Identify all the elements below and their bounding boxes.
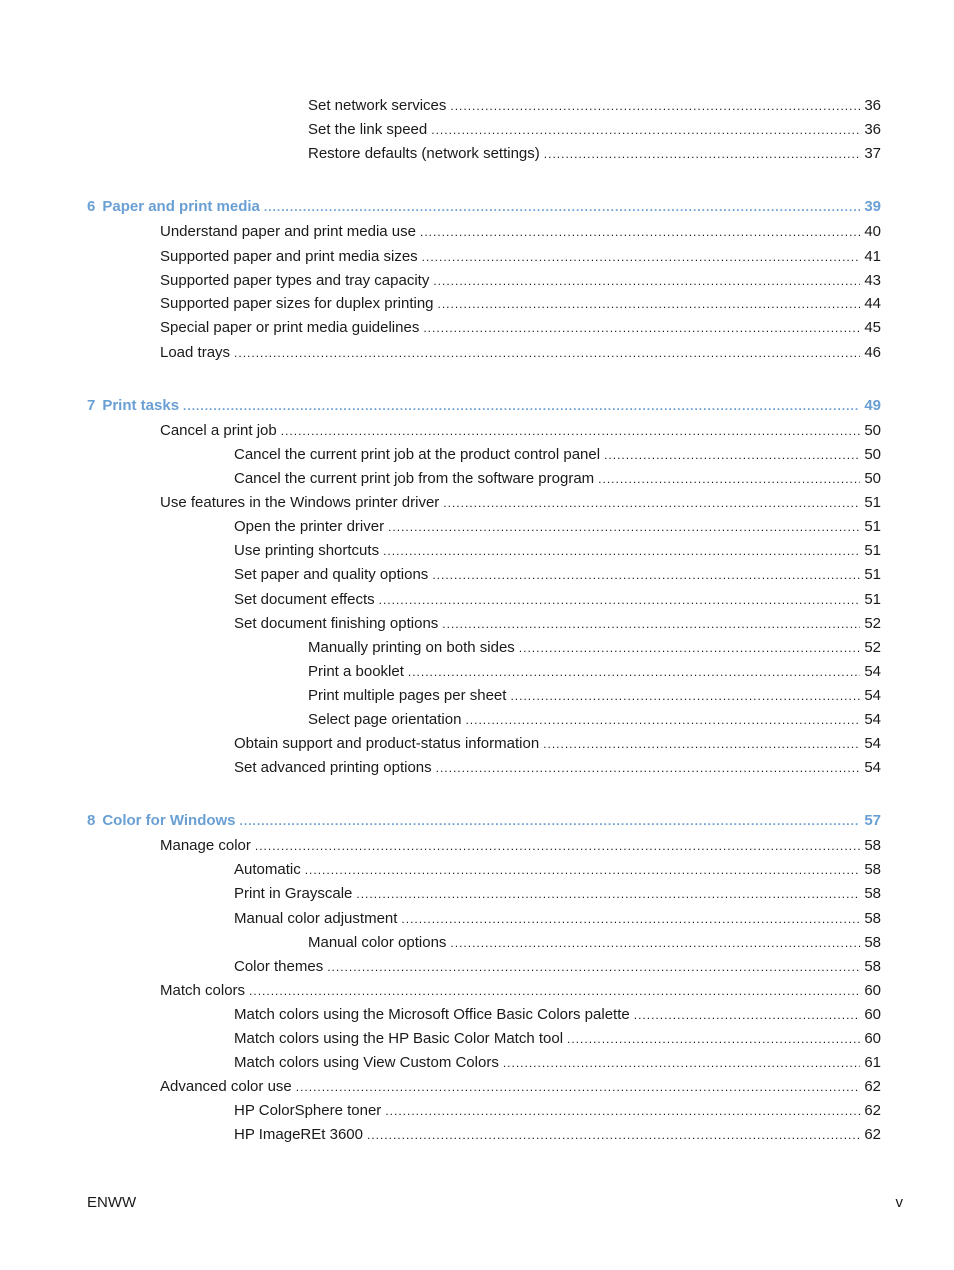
toc-dot-leader	[408, 661, 860, 683]
toc-chapter-number: 6	[87, 198, 96, 215]
toc-entry[interactable]	[160, 835, 881, 857]
toc-entry[interactable]	[234, 613, 881, 635]
toc-dot-leader	[438, 293, 861, 315]
toc-dot-leader	[255, 835, 860, 857]
toc-page-number: 39	[864, 198, 881, 215]
toc-dot-leader	[240, 810, 861, 832]
toc-entry[interactable]	[234, 468, 881, 490]
toc-page-number: 54	[864, 759, 881, 776]
toc-page-number: 51	[864, 542, 881, 559]
toc-dot-leader	[423, 317, 860, 339]
toc-dot-leader	[431, 119, 860, 141]
toc-dot-leader	[401, 908, 860, 930]
toc-entry-title: Set network services	[308, 97, 447, 114]
toc-entry-title: Print tasks	[102, 397, 180, 414]
toc-page-number: 54	[864, 687, 881, 704]
toc-entry-title: Print in Grayscale	[234, 885, 353, 902]
toc-chapter-entry[interactable]	[87, 810, 881, 832]
toc-page-number: 58	[864, 910, 881, 927]
toc-entry-title: Print multiple pages per sheet	[308, 687, 507, 704]
toc-entry-title: Manage color	[160, 837, 251, 854]
toc-page-number: 62	[864, 1078, 881, 1095]
toc-page-number: 36	[864, 121, 881, 138]
toc-chapter-entry[interactable]	[87, 196, 881, 218]
toc-chapter-number: 8	[87, 812, 96, 829]
toc-dot-leader	[544, 143, 861, 165]
toc-entry[interactable]	[308, 119, 881, 141]
toc-dot-leader	[264, 196, 860, 218]
toc-entry-title: Set document finishing options	[234, 615, 439, 632]
toc-dot-leader	[383, 540, 860, 562]
toc-page-number: 54	[864, 711, 881, 728]
toc-dot-leader	[234, 342, 860, 364]
toc-page-number: 60	[864, 1006, 881, 1023]
toc-page-number: 60	[864, 1030, 881, 1047]
toc-page-number: 62	[864, 1126, 881, 1143]
toc-dot-leader	[249, 980, 860, 1002]
toc-entry-title: Supported paper types and tray capacity	[160, 272, 430, 289]
toc-entry-title: Advanced color use	[160, 1078, 292, 1095]
toc-entry[interactable]	[160, 293, 881, 315]
toc-entry[interactable]	[308, 932, 881, 954]
toc-entry[interactable]	[234, 1100, 881, 1122]
toc-page-number: 45	[864, 319, 881, 336]
toc-page-number: 36	[864, 97, 881, 114]
toc-entry[interactable]	[160, 342, 881, 364]
toc-dot-leader	[432, 564, 860, 586]
toc-entry-title: HP ImageREt 3600	[234, 1126, 363, 1143]
toc-entry-title: Cancel the current print job at the product control panel	[234, 446, 601, 463]
toc-dot-leader	[436, 757, 861, 779]
toc-entry[interactable]	[234, 444, 881, 466]
toc-page-number: 44	[864, 295, 881, 312]
toc-dot-leader	[367, 1124, 860, 1146]
toc-dot-leader	[443, 492, 860, 514]
toc-entry[interactable]	[234, 1004, 881, 1026]
toc-page-number: 52	[864, 639, 881, 656]
toc-chapter-entry[interactable]	[87, 395, 881, 417]
toc-page-number: 50	[864, 470, 881, 487]
toc-entry-title: Match colors using View Custom Colors	[234, 1054, 499, 1071]
toc-entry-title: Match colors using the Microsoft Office Basic Colors palette	[234, 1006, 630, 1023]
toc-page-number: 46	[864, 344, 881, 361]
toc-entry-title: Manual color options	[308, 934, 447, 951]
toc-entry-title: Manually printing on both sides	[308, 639, 515, 656]
toc-dot-leader	[567, 1028, 860, 1050]
toc-entry[interactable]	[160, 270, 881, 292]
toc-entry-title: Use features in the Windows printer driver	[160, 494, 440, 511]
toc-entry-title: Open the printer driver	[234, 518, 385, 535]
toc-page-number: 62	[864, 1102, 881, 1119]
toc-entry-title: Manual color adjustment	[234, 910, 398, 927]
toc-dot-leader	[519, 637, 861, 659]
toc-entry[interactable]	[234, 956, 881, 978]
toc-entry[interactable]	[234, 516, 881, 538]
toc-entry-title: Print a booklet	[308, 663, 404, 680]
toc-page-number: 50	[864, 446, 881, 463]
toc-entry[interactable]	[234, 540, 881, 562]
toc-entry-title: HP ColorSphere toner	[234, 1102, 382, 1119]
toc-entry[interactable]	[234, 564, 881, 586]
toc-dot-leader	[510, 685, 860, 707]
toc-dot-leader	[327, 956, 860, 978]
toc-dot-leader	[296, 1076, 861, 1098]
toc-entry-title: Cancel a print job	[160, 422, 277, 439]
toc-entry[interactable]	[234, 589, 881, 611]
toc-entry[interactable]	[160, 420, 881, 442]
toc-page-number: 51	[864, 591, 881, 608]
toc-dot-leader	[503, 1052, 860, 1074]
toc-entry-title: Paper and print media	[102, 198, 260, 215]
toc-dot-leader	[356, 883, 860, 905]
toc-chapter-number: 7	[87, 397, 96, 414]
toc-entry-title: Restore defaults (network settings)	[308, 145, 540, 162]
toc-entry-title: Set advanced printing options	[234, 759, 432, 776]
toc-entry-title: Use printing shortcuts	[234, 542, 380, 559]
toc-entry[interactable]	[160, 317, 881, 339]
toc-dot-leader	[183, 395, 860, 417]
toc-page-number: 50	[864, 422, 881, 439]
toc-dot-leader	[450, 95, 860, 117]
toc-page-number: 58	[864, 885, 881, 902]
footer-page-number: v	[895, 1194, 903, 1211]
toc-page-number: 60	[864, 982, 881, 999]
toc-page-number: 49	[864, 397, 881, 414]
toc-entry[interactable]	[234, 859, 881, 881]
toc-entry[interactable]	[234, 1052, 881, 1074]
toc-page-number: 61	[864, 1054, 881, 1071]
toc-entry-title: Match colors using the HP Basic Color Match tool	[234, 1030, 564, 1047]
toc-dot-leader	[433, 270, 860, 292]
toc-dot-leader	[281, 420, 861, 442]
toc-entry-title: Cancel the current print job from the software program	[234, 470, 595, 487]
toc-dot-leader	[422, 246, 861, 268]
toc-page-number: 54	[864, 663, 881, 680]
toc-entry-title: Load trays	[160, 344, 231, 361]
toc-entry[interactable]	[160, 492, 881, 514]
toc-dot-leader	[305, 859, 861, 881]
toc-entry[interactable]	[160, 246, 881, 268]
toc-entry[interactable]	[234, 1028, 881, 1050]
toc-entry[interactable]	[234, 733, 881, 755]
toc-dot-leader	[388, 516, 860, 538]
toc-page-number: 51	[864, 566, 881, 583]
toc-entry-title: Color themes	[234, 958, 324, 975]
toc-page-number: 37	[864, 145, 881, 162]
toc-page-number: 58	[864, 861, 881, 878]
toc-entry[interactable]	[308, 709, 881, 731]
toc-entry[interactable]	[308, 95, 881, 117]
toc-page-number: 58	[864, 837, 881, 854]
toc-dot-leader	[598, 468, 860, 490]
toc-dot-leader	[420, 221, 860, 243]
toc-dot-leader	[634, 1004, 861, 1026]
toc-entry[interactable]	[234, 908, 881, 930]
toc-entry[interactable]	[308, 685, 881, 707]
toc-entry[interactable]	[308, 143, 881, 165]
toc-entry[interactable]	[160, 221, 881, 243]
toc-page-number: 57	[864, 812, 881, 829]
toc-page-number: 58	[864, 934, 881, 951]
toc-dot-leader	[442, 613, 860, 635]
toc-dot-leader	[543, 733, 860, 755]
toc-entry-title: Automatic	[234, 861, 301, 878]
toc-entry-title: Supported paper and print media sizes	[160, 248, 418, 265]
toc-entry-title: Set document effects	[234, 591, 375, 608]
toc-entry-title: Match colors	[160, 982, 246, 999]
toc-page-number: 51	[864, 518, 881, 535]
toc-dot-leader	[604, 444, 860, 466]
toc-entry-title: Color for Windows	[102, 812, 236, 829]
toc-entry[interactable]	[160, 1076, 881, 1098]
toc-dot-leader	[450, 932, 860, 954]
toc-page-number: 41	[864, 248, 881, 265]
toc-page-number: 52	[864, 615, 881, 632]
toc-dot-leader	[385, 1100, 860, 1122]
toc-entry-title: Special paper or print media guidelines	[160, 319, 420, 336]
toc-page-number: 54	[864, 735, 881, 752]
toc-entry[interactable]	[234, 1124, 881, 1146]
toc-dot-leader	[465, 709, 860, 731]
toc-page-number: 43	[864, 272, 881, 289]
toc-entry-title: Select page orientation	[308, 711, 462, 728]
toc-entry[interactable]	[234, 883, 881, 905]
toc-entry-title: Set paper and quality options	[234, 566, 429, 583]
toc-entry-title: Obtain support and product-status information	[234, 735, 540, 752]
toc-entry-title: Supported paper sizes for duplex printing	[160, 295, 434, 312]
toc-entry-title: Set the link speed	[308, 121, 428, 138]
toc-page-number: 58	[864, 958, 881, 975]
toc-entry[interactable]	[308, 637, 881, 659]
toc-entry[interactable]	[308, 661, 881, 683]
toc-entry[interactable]	[160, 980, 881, 1002]
toc-page-number: 40	[864, 223, 881, 240]
footer-left-label: ENWW	[87, 1194, 137, 1211]
toc-entry-title: Understand paper and print media use	[160, 223, 416, 240]
toc-entry[interactable]	[234, 757, 881, 779]
toc-page-number: 51	[864, 494, 881, 511]
toc-dot-leader	[379, 589, 861, 611]
